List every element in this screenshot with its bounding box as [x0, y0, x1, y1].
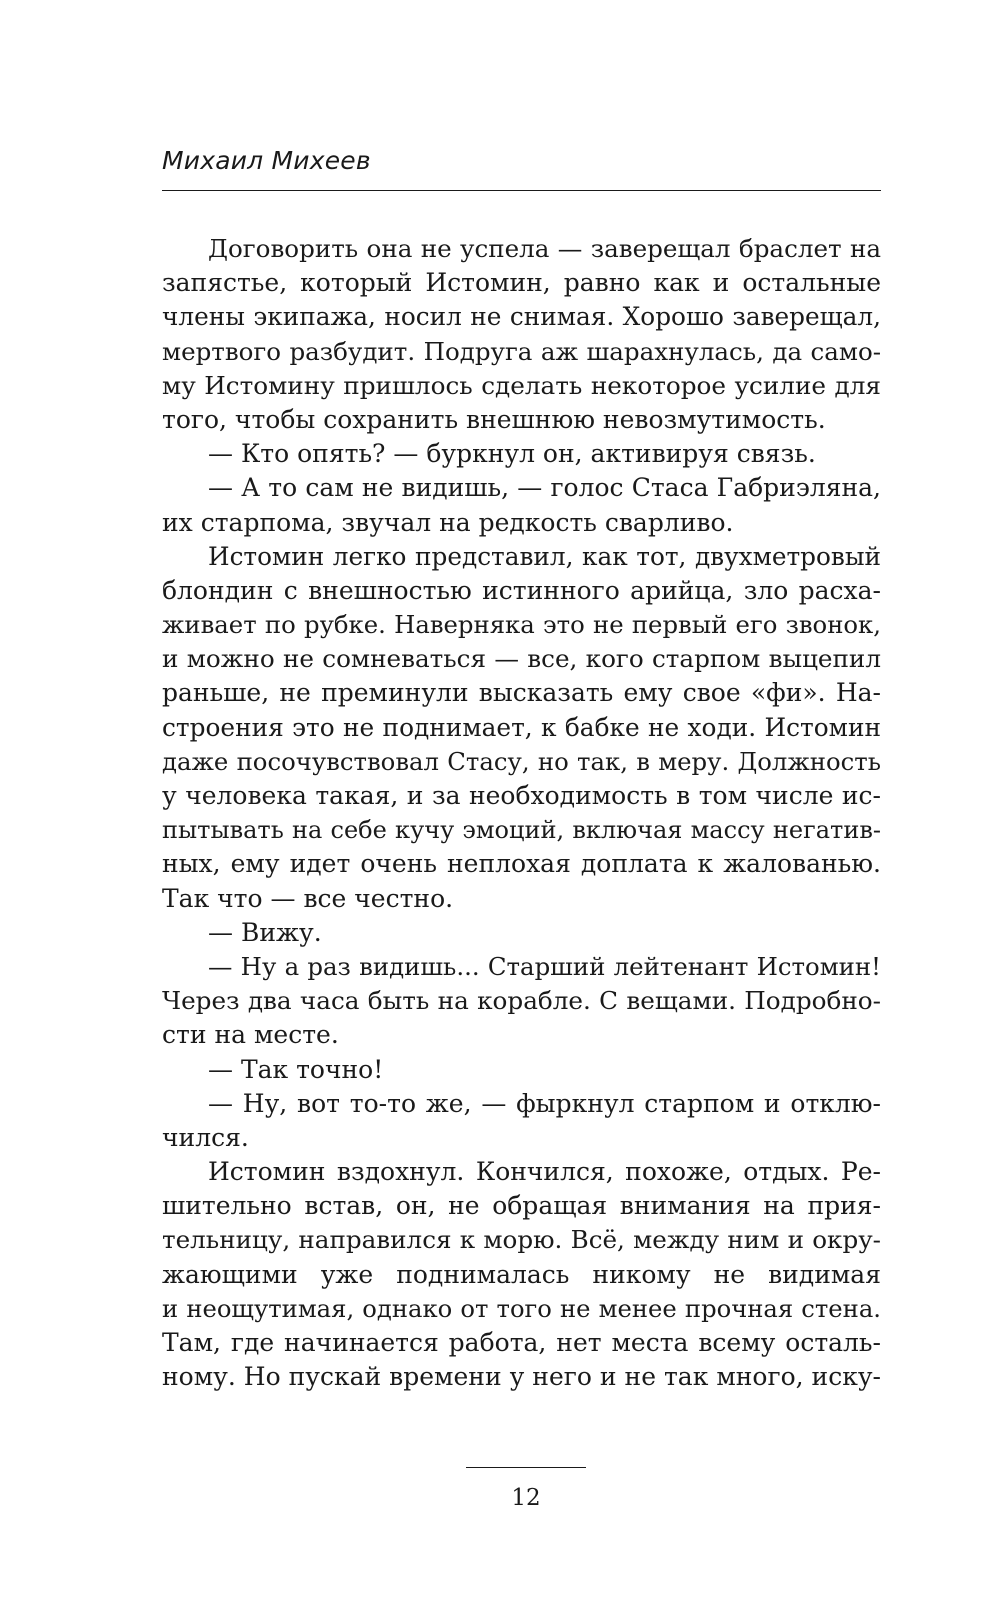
text-line: Через два часа быть на корабле. С вещами. Подробно-	[162, 986, 881, 1016]
footer-rule	[466, 1467, 586, 1468]
text-line: — Ну, вот то-то же, — фыркнул старпом и отклю-	[208, 1088, 881, 1118]
body-text	[162, 232, 881, 1394]
text-line: шительно встав, он, не обращая внимания на прия-	[162, 1191, 881, 1221]
text-line: тельницу, направился к морю. Всё, между ним и окру-	[162, 1225, 881, 1255]
text-line: и неощутимая, однако от того не менее прочная стена.	[162, 1293, 881, 1323]
text-line: Истомин легко представил, как тот, двухметровый	[208, 541, 881, 571]
text-line: — Ну а раз видишь... Старший лейтенант Истомин!	[208, 951, 881, 981]
text-line: и можно не сомневаться — все, кого старпом выцепил	[162, 644, 881, 674]
text-line: их старпома, звучал на редкость сварливо.	[162, 507, 734, 537]
text-line: члены экипажа, носил не снимая. Хорошо заверещал,	[162, 302, 881, 332]
page-number: 12	[511, 1485, 541, 1511]
text-line: ных, ему идет очень неплохая доплата к жалованью.	[162, 849, 881, 879]
text-line: Договорить она не успела — заверещал браслет на	[208, 234, 881, 263]
running-head-author: Михаил Михеев	[162, 146, 371, 175]
text-line: у человека такая, и за необходимость в том числе ис-	[162, 781, 881, 810]
text-line: — Вижу.	[208, 917, 322, 947]
text-line: живает по рубке. Наверняка это не первый его звонок,	[162, 610, 881, 640]
text-line: му Истомину пришлось сделать некоторое усилие для	[162, 370, 881, 400]
text-line: — Так точно!	[208, 1054, 384, 1084]
text-line: чился.	[162, 1122, 249, 1152]
text-line: того, чтобы сохранить внешнюю невозмутимость.	[162, 404, 826, 434]
text-line: запястье, который Истомин, равно как и остальные	[162, 268, 881, 298]
text-line: мертвого разбудит. Подруга аж шарахнулась, да само-	[162, 336, 881, 366]
text-line: сти на месте.	[162, 1020, 339, 1050]
text-line: Истомин вздохнул. Кончился, похоже, отдых. Ре-	[208, 1157, 881, 1187]
text-line: блондин с внешностью истинного арийца, зло расха-	[162, 575, 881, 605]
text-line: жающими уже поднималась никому не видимая	[162, 1259, 881, 1289]
text-line: — Кто опять? — буркнул он, активируя связь.	[208, 439, 816, 469]
text-line: даже посочувствовал Стасу, но так, в меру. Должность	[162, 746, 881, 776]
header-rule	[162, 190, 881, 191]
text-line: строения это не поднимает, к бабке не ходи. Истомин	[162, 712, 881, 742]
text-line: ному. Но пускай времени у него и не так много, иску-	[162, 1362, 881, 1392]
text-line: — А то сам не видишь, — голос Стаса Габриэляна,	[208, 473, 881, 503]
text-line: Так что — все честно.	[162, 883, 454, 913]
text-line: раньше, не преминули высказать ему свое «фи». На-	[162, 678, 881, 708]
text-line: Там, где начинается работа, нет места всему осталь-	[162, 1328, 881, 1357]
text-line: пытывать на себе кучу эмоций, включая массу негатив-	[162, 816, 881, 845]
